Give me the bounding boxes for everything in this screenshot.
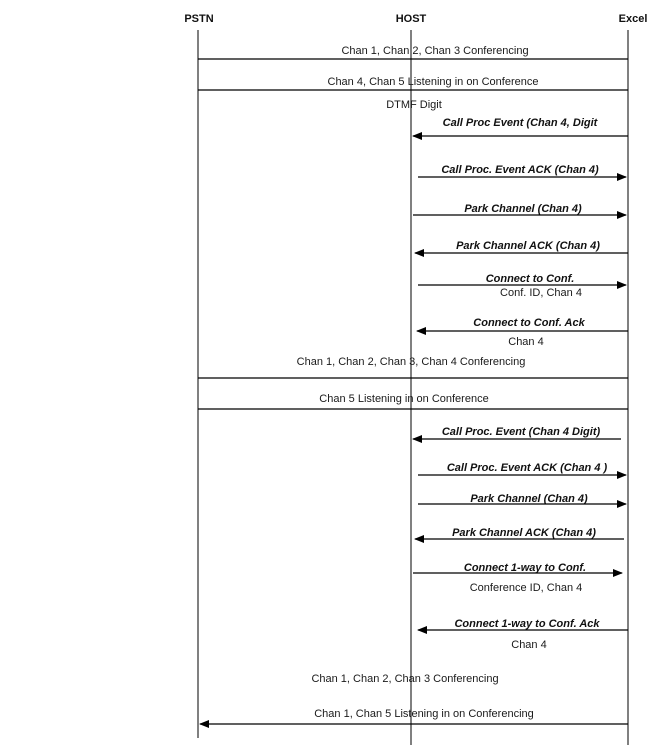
message-label-connect-1way-ack: Connect 1-way to Conf. Ack <box>454 618 600 630</box>
label-conf-1-2-3: Chan 1, Chan 2, Chan 3 Conferencing <box>341 45 529 57</box>
label-listen-1-5-final: Chan 1, Chan 5 Listening in on Conferencing <box>314 708 534 720</box>
lifeline-header-pstn: PSTN <box>184 13 214 25</box>
message-label-park-channel-1: Park Channel (Chan 4) <box>464 203 582 215</box>
lifeline-header-excel: Excel <box>618 13 648 25</box>
label-conf-1-2-3-final: Chan 1, Chan 2, Chan 3 Conferencing <box>311 673 499 685</box>
message-label-connect-to-conf: Connect to Conf. <box>485 273 575 285</box>
message-params-connect-to-conf: Conf. ID, Chan 4 <box>500 287 582 299</box>
message-label-call-proc-event-1: Call Proc Event (Chan 4, Digit <box>442 117 598 129</box>
message-label-park-channel-2: Park Channel (Chan 4) <box>470 493 588 505</box>
label-listen-5: Chan 5 Listening in on Conference <box>319 393 489 405</box>
label-conf-1-2-3-4: Chan 1, Chan 2, Chan 3, Chan 4 Conferencing <box>296 356 526 368</box>
message-label-connect-to-conf-ack: Connect to Conf. Ack <box>473 317 585 329</box>
message-label-call-proc-ack-2: Call Proc. Event ACK (Chan 4 ) <box>446 462 608 474</box>
message-params-connect-1way: Conference ID, Chan 4 <box>469 582 583 594</box>
message-params-connect-to-conf-ack: Chan 4 <box>508 336 544 348</box>
message-label-connect-1way: Connect 1-way to Conf. <box>463 562 587 574</box>
label-listen-4-5: Chan 4, Chan 5 Listening in on Conference <box>327 76 539 88</box>
label-dtmf-digit: DTMF Digit <box>386 99 442 111</box>
lifeline-header-host: HOST <box>395 13 427 25</box>
message-params-connect-1way-ack: Chan 4 <box>511 639 547 651</box>
message-label-call-proc-ack-1: Call Proc. Event ACK (Chan 4) <box>441 164 599 176</box>
message-label-park-channel-ack-1: Park Channel ACK (Chan 4) <box>456 240 600 252</box>
message-label-call-proc-event-2: Call Proc. Event (Chan 4 Digit) <box>441 426 601 438</box>
message-label-park-channel-ack-2: Park Channel ACK (Chan 4) <box>452 527 596 539</box>
